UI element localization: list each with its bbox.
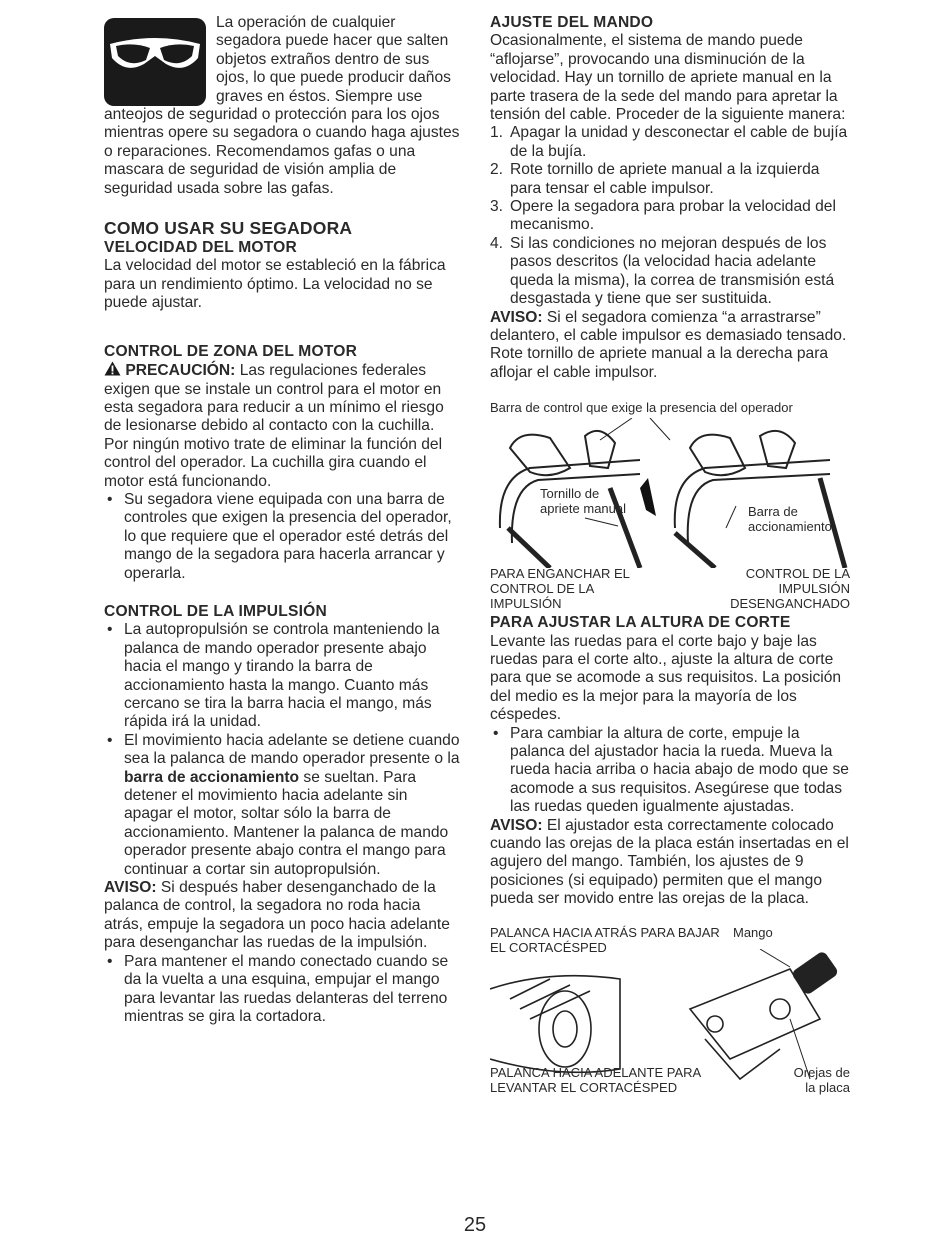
warning-triangle-icon: [104, 361, 121, 376]
step-number: 3.: [490, 198, 504, 216]
adjust-steps: [490, 124, 850, 308]
adjust-text: Ocasionalmente, el sistema de mando puede “aflojarse”, provocando una disminución de la velocidad. Hay un tornillo de apriete manual en la parte trasera de la sede del mando para apretar la tensión del cable. Proceder de la siguiente manera:: [490, 32, 846, 124]
drive-aviso-label: AVISO:: [104, 879, 157, 897]
height-bullet: • Para cambiar la altura de corte, empuje la palanca del ajustador hacia la rueda. Mueva la rueda hacia arriba o hacia abajo de modo que se acomode a sus requisitos. Asegúrese que todas las ruedas queden igualmente ajustadas.: [490, 725, 850, 817]
drive-control-heading: CONTROL DE LA IMPULSIÓN: [104, 602, 327, 620]
adjust-aviso-text: Si el segadora comienza “a arrastrarse” delantero, el cable impulsor es demasiado tensado. Rote tornillo de apriete manual a la derecha para aflojar el cable impulsor.: [490, 308, 847, 381]
safety-glasses-icon: [104, 18, 206, 106]
drive-bullet-3: • Para mantener el mando conectado cuando se da la vuelta a una esquina, empujar el mango para levantar las ruedas delanteras del terreno mientras se gira la cortadora.: [104, 953, 460, 1027]
height-heading: PARA AJUSTAR LA ALTURA DE CORTE: [490, 614, 791, 632]
adjust-aviso: [490, 309, 850, 383]
front-lever-label: PALANCA HACIA ADELANTE PARA LEVANTAR EL CORTACÉSPED: [490, 1064, 701, 1095]
right-column: [490, 14, 850, 1105]
page-number: 25: [463, 1214, 487, 1236]
drive-bullet-2-bold: barra de accionamiento: [124, 768, 300, 786]
step-text: Rote tornillo de apriete manual a la izquierda para tensar el cable impulsor.: [510, 161, 820, 197]
adjust-step: [490, 124, 850, 161]
height-adjuster-figure: [490, 925, 850, 1105]
section-title: COMO USAR SU SEGADORA: [104, 218, 353, 239]
height-text: Levante las ruedas para el corte bajo y baje las ruedas para el corte alto., ajuste la altura de corte para que se acomode a sus requisitos. La posición del medio es la mejor para la mayoría de los céspedes.: [490, 632, 842, 724]
operator-control-figure: [490, 400, 850, 612]
back-lever-label: PALANCA HACIA ATRÁS PARA BAJAR EL CORTACÉSPED: [490, 924, 720, 955]
adjust-heading: AJUSTE DEL MANDO: [490, 14, 654, 31]
figure1-caption: Barra de control que exige la presencia del operador: [490, 400, 793, 416]
engage-caption: PARA ENGANCHAR EL CONTROL DE LA IMPULSIÓN: [490, 566, 630, 612]
caution-text: Las regulaciones federales exigen que se instale un control para el motor en esta segadora para reducir a un mínimo el riesgo de lesionarse debido al contacto con la cuchilla. Por ningún motivo trate de eliminar la función del control del operador. La cuchilla gira cuando el motor está funcionando.: [104, 362, 444, 490]
bar-label: Barra de accionamiento: [748, 504, 832, 535]
safety-glasses-badge: [104, 18, 206, 106]
drive-bullet-1: • La autopropulsión se controla manteniendo la palanca de mando operador presente abajo hacia el mango y tirando la barra de accionamiento hasta la mango. Cuanto más cercano se tira la barra hacia el mango, más rápida irá la unidad.: [104, 621, 460, 731]
height-aviso: [490, 817, 850, 909]
knob-label: Tornillo de apriete manual: [540, 486, 626, 517]
adjust-step: [490, 198, 850, 235]
caution-paragraph: [104, 361, 460, 491]
engine-speed-heading: VELOCIDAD DEL MOTOR: [104, 239, 297, 257]
handle-label: Mango: [733, 924, 773, 940]
engine-zone-bullet: • Su segadora viene equipada con una barra de controles que exigen la presencia del operador, lo que requiere que el operador esté detrás del mango de la segadora para hacerla arrancar y operarla.: [104, 491, 460, 583]
adjust-step: [490, 235, 850, 309]
caution-label: PRECAUCIÓN:: [125, 362, 236, 380]
safety-paragraph: La operación de cualquier segadora puede hacer que salten objetos extraños dentro de sus ojos, lo que puede producir daños graves en éstos. Siempre use anteojos de seguridad o protección para los ojos mientras opere su segadora o cuando haga ajustes o reparaciones. Recomendamos gafas o una mascara de seguridad de visión amplia de seguridad usada sobre las gafas.: [104, 14, 460, 197]
step-text: Opere la segadora para probar la velocidad del mecanismo.: [510, 198, 836, 234]
drive-bullet-2-text-a: El movimiento hacia adelante se detiene cuando sea la palanca de mando operador presente o la: [124, 731, 460, 768]
height-aviso-text: El ajustador esta correctamente colocado cuando las orejas de la placa están insertadas en el agujero del mango. También, los ajustes de 9 posiciones (si equipado) permiten que el mango pueda ser movido entre las orejas de la placa.: [490, 816, 849, 908]
step-text: Apagar la unidad y desconectar el cable de bujía de la bujía.: [510, 124, 848, 160]
step-number: 4.: [490, 234, 504, 252]
engine-zone-heading: CONTROL DE ZONA DEL MOTOR: [104, 342, 358, 360]
drive-aviso-text: Si después haber desenganchado de la palanca de control, la segadora no roda hacia atrás, empuje la segadora un poco hacia adelante para desenganchar las ruedas de la impulsión.: [104, 879, 450, 952]
disengaged-caption: CONTROL DE LA IMPULSIÓN DESENGANCHADO: [730, 566, 850, 612]
adjust-step: [490, 161, 850, 198]
drive-bullet-2-text-b: se sueltan. Para detener el movimiento hacia adelante sin apagar el motor, soltar sólo la barra de accionamiento. Mantener la palanca de mando operador presente abajo contra el mango para continuar a cortar sin autopropulsión.: [124, 768, 449, 878]
height-aviso-label: AVISO:: [490, 816, 543, 834]
drive-aviso: [104, 879, 460, 953]
drive-bullet-2: [104, 732, 460, 879]
left-column: [104, 14, 460, 1026]
ears-label: Orejas de la placa: [793, 1064, 850, 1095]
adjust-aviso-label: AVISO:: [490, 308, 543, 326]
step-number: 1.: [490, 124, 504, 142]
step-text: Si las condiciones no mejoran después de los pasos descritos (la velocidad hacia adelante queda la misma), la correa de transmisión está desgastada y tiene que ser sustituida.: [510, 234, 835, 308]
step-number: 2.: [490, 161, 504, 179]
engine-speed-text: La velocidad del motor se estableció en la fábrica para un rendimiento óptimo. La velocidad no se puede ajustar.: [104, 257, 446, 312]
